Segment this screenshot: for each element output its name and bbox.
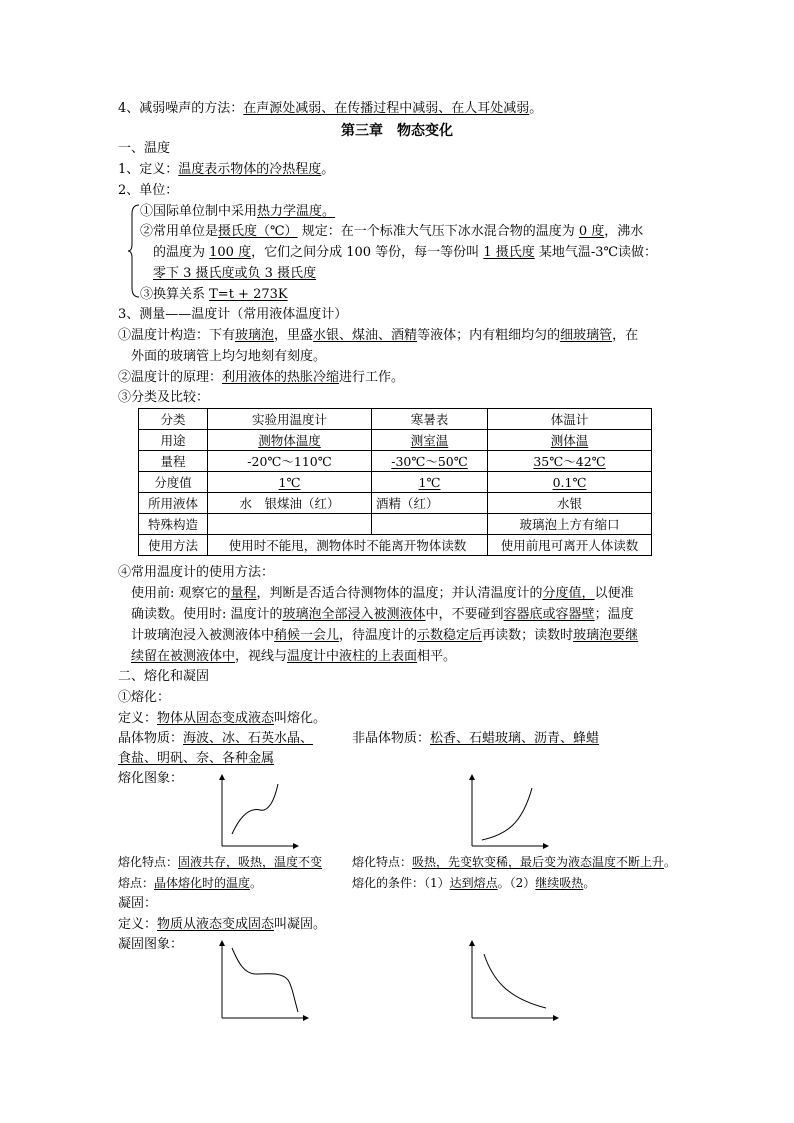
cond-b: 达到熔点 — [449, 876, 498, 890]
unit2-l2-a: 的温度为 — [153, 245, 210, 260]
usage-l3-e: 再读数；读数时 — [482, 628, 574, 643]
amorphous-feature-end: 。 — [664, 855, 677, 869]
melting-graph-label: 熔化图象： — [118, 771, 184, 786]
usage-l3-d: 示数稳定后 — [417, 628, 483, 643]
crystal-line — [118, 730, 313, 748]
melting-condition — [352, 874, 595, 892]
usage-l2-d: 容器底或容器壁 — [503, 607, 595, 622]
table-cell: 所用液体 — [139, 493, 208, 514]
principle-a: ②温度计的原理： — [118, 370, 223, 385]
melting-definition — [118, 710, 326, 728]
unit-heading: 2、单位： — [118, 183, 179, 198]
table-cell: 使用前甩可离开人体读数 — [488, 535, 652, 556]
usage-l1-e: 以便准 — [594, 586, 634, 601]
unit2-prefix: ②常用单位是 — [140, 224, 219, 239]
unit-item-2 — [140, 223, 643, 241]
construct-e: 等液体；内有粗细均匀的 — [417, 328, 561, 343]
def-end: 。 — [321, 162, 335, 177]
construct-d: 水银、煤油、酒精 — [313, 328, 418, 343]
solid-def-a: 定义： — [118, 917, 158, 932]
crystal-label: 晶体物质： — [118, 731, 184, 746]
classify-line: ③分类及比较： — [118, 390, 210, 405]
table-cell: 测室温 — [372, 430, 488, 451]
table-row — [139, 535, 652, 556]
table-cell: 测体温 — [488, 430, 652, 451]
solidify-heading: 凝固： — [118, 896, 158, 911]
table-header-row — [139, 409, 652, 430]
crystal-melting-graph — [212, 772, 302, 850]
table-cell: 分度值 — [139, 472, 208, 493]
amorphous-feature — [352, 853, 676, 871]
noise-methods: 在声源处减弱、在传播过程中减弱、在人耳处减弱 — [243, 101, 530, 116]
thermometer-table — [138, 408, 652, 556]
construct-a: ①温度计构造：下有 — [118, 328, 236, 343]
table-cell: -20℃～110℃ — [208, 451, 372, 472]
usage-line-4 — [131, 648, 456, 666]
usage-l3-c: ，待温度计的 — [339, 628, 418, 643]
usage-l4-d: 相平。 — [417, 649, 457, 664]
usage-l4-c: 温度计中液柱的上表面 — [287, 649, 418, 664]
crystal-line-2 — [118, 750, 274, 768]
solid-def-b: 物质从液态变成固态 — [157, 917, 275, 932]
unit2-l2-c: 某地气温-3℃读做： — [534, 245, 658, 260]
melting-point-label: 熔点： — [118, 876, 155, 890]
table-cell: 35℃～42℃ — [488, 451, 652, 472]
table-cell: 玻璃泡上方有缩口 — [488, 514, 652, 535]
table-cell: 量程 — [139, 451, 208, 472]
table-header-cell: 寒暑表 — [372, 409, 488, 430]
usage-l4-b: ，视线与 — [235, 649, 288, 664]
table-row — [139, 430, 652, 451]
principle-line — [118, 369, 404, 387]
unit2-mid2: ，沸水 — [604, 224, 644, 239]
usage-l2-b: 玻璃泡全部浸入被测液体 — [282, 607, 426, 622]
def-label: 1、定义： — [118, 162, 179, 177]
usage-l2-a: 确读数。使用时: 温度计的 — [131, 607, 283, 622]
unit-item-1 — [140, 203, 335, 221]
melting-sub: ①熔化： — [118, 690, 171, 705]
unit2-text: 摄氏度（℃） — [218, 224, 298, 239]
noise-number: 4、减弱噪声的方法： — [118, 101, 244, 116]
crystal-feature — [118, 853, 322, 871]
usage-l1-a: 使用前: 观察它的 — [131, 586, 231, 601]
usage-line-2 — [131, 606, 634, 624]
solid-def-c: 叫凝固。 — [274, 917, 327, 932]
construct-line-2: 外面的玻璃管上均匀地刻有刻度。 — [131, 349, 327, 364]
melting-point-text: 晶体熔化时的温度 — [154, 876, 251, 890]
unit-item-3 — [140, 286, 288, 304]
solidify-graph-label: 凝固图象： — [118, 937, 184, 952]
melt-def-b: 物体从固态变成液态 — [157, 711, 275, 726]
usage-l1-b: 量程 — [230, 586, 257, 601]
unit1-prefix: ①国际单位制中采用 — [140, 204, 258, 219]
table-header-cell: 分类 — [139, 409, 208, 430]
melting-point — [118, 874, 262, 892]
usage-line-1 — [131, 585, 634, 603]
table-cell: 使用方法 — [139, 535, 208, 556]
amorphous-feature-label: 熔化特点： — [352, 855, 413, 869]
table-cell — [372, 514, 488, 535]
amorphous-solidify-graph — [462, 938, 562, 1022]
table-cell: 水银 — [488, 493, 652, 514]
table-row — [139, 472, 652, 493]
usage-l3-a: 计玻璃泡浸入被测液体中 — [131, 628, 275, 643]
melting-heading: 二、熔化和凝固 — [118, 669, 210, 684]
temperature-heading: 一、温度 — [118, 141, 171, 156]
temperature-definition — [118, 161, 334, 179]
chapter-title: 第三章 物态变化 — [341, 123, 453, 139]
usage-l3-f: 玻璃泡要继 — [573, 628, 639, 643]
solidify-definition — [118, 916, 326, 934]
usage-l1-d: 分度值， — [542, 586, 595, 601]
cond-d: 继续吸热 — [535, 876, 584, 890]
unit2-hundred: 100 度 — [209, 245, 252, 260]
crystal-list-1: 海波、冰、石英水晶、 — [183, 731, 314, 746]
melt-def-c: 叫熔化。 — [274, 711, 327, 726]
noncrystal-list: 松香、石蜡玻璃、沥青、蜂蜡 — [430, 731, 600, 746]
table-cell: 0.1℃ — [488, 472, 652, 493]
unit1-text: 热力学温度。 — [257, 204, 336, 219]
melt-def-a: 定义： — [118, 711, 158, 726]
melting-point-end: 。 — [250, 876, 263, 890]
construct-f: 细玻璃管 — [560, 328, 613, 343]
noncrystal-line — [352, 730, 599, 748]
table-header-cell: 体温计 — [488, 409, 652, 430]
construct-c: ，里盛 — [274, 328, 314, 343]
unit-item-2-line2 — [153, 244, 657, 262]
table-cell: 特殊构造 — [139, 514, 208, 535]
unit3-text: T=t + 273K — [209, 287, 288, 302]
brace-icon — [128, 204, 140, 298]
unit3-prefix: ③换算关系 — [140, 287, 210, 302]
principle-c: 进行工作。 — [339, 370, 405, 385]
measure-heading: 3、测量——温度计（常用液体温度计） — [118, 307, 348, 322]
unit-item-2-line3 — [153, 265, 316, 283]
usage-line-3 — [131, 627, 638, 645]
noncrystal-label: 非晶体物质： — [352, 731, 431, 746]
crystal-list-2: 食盐、明矾、奈、各种金属 — [118, 751, 275, 766]
noise-line — [118, 100, 542, 118]
table-cell: 用途 — [139, 430, 208, 451]
cond-e: 。 — [583, 876, 596, 890]
table-row — [139, 493, 652, 514]
table-cell — [208, 514, 372, 535]
usage-l3-b: 稍候一会儿 — [274, 628, 340, 643]
unit2-one: 1 摄氏度 — [483, 245, 535, 260]
usage-l2-e: ；温度 — [594, 607, 634, 622]
amorphous-melting-graph — [462, 772, 552, 850]
construct-b: 玻璃泡 — [235, 328, 275, 343]
unit2-mid: 规定：在一个标准大气压下冰水混合物的温度为 — [297, 224, 579, 239]
construct-line — [118, 327, 638, 345]
def-text: 温度表示物体的冷热程度 — [178, 162, 322, 177]
table-cell: 酒精（红） — [372, 493, 488, 514]
table-cell: 1℃ — [372, 472, 488, 493]
noise-end: 。 — [529, 101, 543, 116]
table-cell: 水 银煤油（红） — [208, 493, 372, 514]
unit2-zero: 0 度 — [578, 224, 605, 239]
principle-b: 利用液体的热胀冷缩 — [222, 370, 340, 385]
table-cell: 测物体温度 — [208, 430, 372, 451]
table-cell: 使用时不能甩，测物体时不能离开物体读数 — [208, 535, 488, 556]
cond-c: 。（2） — [497, 876, 536, 890]
table-row — [139, 451, 652, 472]
crystal-feature-label: 熔化特点： — [118, 855, 179, 869]
table-cell: 1℃ — [208, 472, 372, 493]
crystal-solidify-graph — [212, 938, 312, 1022]
construct-g: ，在 — [612, 328, 639, 343]
amorphous-feature-text: 吸热，先变软变稀，最后变为液态温度不断上升 — [412, 855, 665, 869]
table-header-cell: 实验用温度计 — [208, 409, 372, 430]
cond-a: 熔化的条件：（1） — [352, 876, 450, 890]
table-row — [139, 514, 652, 535]
unit2-l3: 零下 3 摄氏度或负 3 摄氏度 — [153, 266, 317, 281]
usage-l4-a: 续留在被测液体中 — [131, 649, 236, 664]
crystal-feature-text: 固液共存，吸热，温度不变 — [178, 855, 323, 869]
usage-l1-c: ，判断是否适合待测物体的温度；并认清温度计的 — [256, 586, 543, 601]
table-cell: -30℃～50℃ — [372, 451, 488, 472]
unit2-l2-b: ，它们之间分成 100 等份，每一等份叫 — [251, 245, 484, 260]
usage-l2-c: 中，不要碰到 — [425, 607, 504, 622]
usage-title: ④常用温度计的使用方法： — [118, 565, 275, 580]
